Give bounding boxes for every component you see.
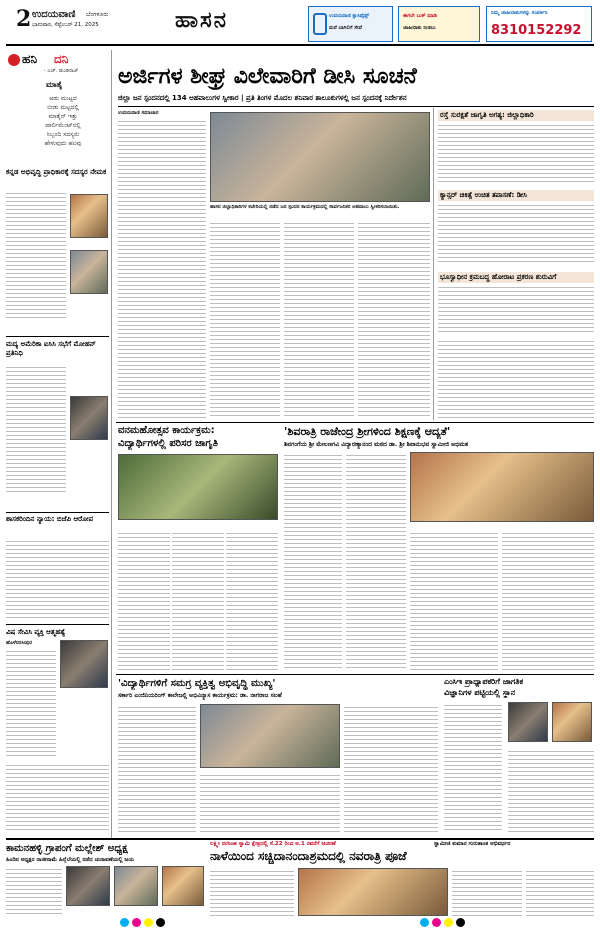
main-body-col2 xyxy=(210,220,280,418)
registration-mark xyxy=(456,918,465,927)
mid-story2-body-c xyxy=(410,530,498,670)
main-divider xyxy=(433,108,434,420)
right-story3-body xyxy=(438,284,594,334)
registration-mark xyxy=(420,918,429,927)
masthead-rule xyxy=(6,44,594,46)
mid-story3-head: 'ವಿದ್ಯಾರ್ಥಿಗಳಿಗೆ ಸಮಗ್ರ ವ್ಯಕ್ತಿತ್ವ ಅಭಿವೃದ್ಧಿ ಮುಖ್ಯ' xyxy=(118,678,276,689)
ad3-phone[interactable]: 8310152292 xyxy=(491,23,582,38)
left-portrait-2 xyxy=(70,250,108,294)
ad3-line1: ನಿಮ್ಮ ಜಾಹೀರಾತುಗಳನ್ನು ಸಂಪರ್ಕಿಸಿ xyxy=(491,10,548,16)
left-portrait-3 xyxy=(70,396,108,440)
left-story1-body xyxy=(6,190,66,320)
left-dateline: ಹೊಳೆನರಸೀಪುರ xyxy=(6,640,33,646)
section-title: ಹಾಸನ xyxy=(175,8,228,33)
left-story1-title: ಕನ್ನಡ ಅಭಿವೃದ್ಧಿ ಪ್ರಾಧಿಕಾರಕ್ಕೆ ಸದಸ್ಯರ ನೇಮಕ xyxy=(6,168,107,176)
bottom-story1-portrait-3 xyxy=(162,866,204,906)
honey-logo-icon xyxy=(8,54,20,66)
honey-column xyxy=(6,50,109,162)
right-story2-title: ಕ್ಯಾನ್ಸರ್ ಚಿಕಿತ್ಸೆ ಉಚಿತ ತಪಾಸಣೆ: ಡೀಸಿ xyxy=(438,190,594,201)
honey-title: ಮಾತೈ xyxy=(46,80,63,89)
bottom-story2-kicker: ಲಕ್ಷ್ಮೀ ನರಸಿಂಹ ಸ್ವಾಮಿ ಕ್ಷೇತ್ರದಲ್ಲಿ ಸೆ.22 ರಿಂದ ಅ.1 ರವರೆಗೆ ಆಚರಣೆ xyxy=(210,841,336,847)
registration-mark xyxy=(144,918,153,927)
main-caption: ಹಾಸನ ಜಿಲ್ಲಾಧಿಕಾರಿಗಳ ಕಚೇರಿಯಲ್ಲಿ ನಡೆದ ಜನ ಸ್ಪಂದನ ಕಾರ್ಯಕ್ರಮದಲ್ಲಿ ಸಾರ್ವಜನಿಕರ ಅಹವಾಲು ಸ್ವೀಕರಿಸಲಾಯಿತು. xyxy=(210,204,400,210)
mid-rule-1 xyxy=(116,422,594,423)
poem-line: ಬೀಡು ಮಟ್ಟದಲ್ಲಿ xyxy=(47,104,79,111)
registration-mark xyxy=(132,918,141,927)
honey-brand-2: ದನಿ xyxy=(54,52,69,66)
left-story3-body xyxy=(6,538,109,618)
mid-story1-body-c xyxy=(226,530,278,670)
main-dateline: ಉದಯವಾಣಿ ಸಮಾಚಾರ xyxy=(118,110,159,116)
right-story2-body xyxy=(438,202,594,262)
poem-line: ಆಡು ಮುಟ್ಟದ xyxy=(49,95,77,102)
left-rule-1 xyxy=(6,336,109,337)
top-ad-3[interactable] xyxy=(486,6,592,42)
mid-story4-portrait-2 xyxy=(552,702,592,742)
left-story3-title: ಶಾಸಕರಿಂದಿನ ನ್ಯಾಯ: ಬಿಜೆಪಿ ಆರೋಪ xyxy=(6,515,94,523)
registration-mark xyxy=(120,918,129,927)
bottom-story2-kicker2: ಸ್ವಾಮೀಜಿ ಕುಮಾರ ಗುರುಶಾಂತ ಅಭಿವರ್ಧನ xyxy=(434,841,511,847)
mid-story3-photo xyxy=(200,704,340,768)
mid-story3-body-a xyxy=(118,704,196,832)
main-body-col4 xyxy=(358,220,430,418)
bottom-story2-head: ನಾಳೆಯಿಂದ ಸಚ್ಚಿದಾನಂದಾಶ್ರಮದಲ್ಲಿ ನವರಾತ್ರಿ ಪೂಜೆ xyxy=(210,849,407,863)
registration-mark xyxy=(444,918,453,927)
right-story1-title: ರಸ್ತೆ ಸುರಕ್ಷತೆ ಜಾಗೃತಿ ಅಗತ್ಯ: ಜಿಲ್ಲಾಧಿಕಾರಿ xyxy=(438,110,594,121)
bottom-story1-head: ಕಾಮನಹಳ್ಳಿ ಗ್ರಾಪಂಗೆ ಮಲ್ಲೇಶ್ ಅಧ್ಯಕ್ಷ xyxy=(6,843,128,854)
main-rule xyxy=(118,106,594,107)
registration-mark xyxy=(432,918,441,927)
column-divider xyxy=(111,50,112,840)
bottom-story2-body-b xyxy=(452,868,522,916)
honey-poem xyxy=(20,94,106,148)
poem-line: ಮಾತೈನ್ ಇತ್ತು xyxy=(48,113,78,120)
edition: ಬೆಂಗಳೂರು xyxy=(86,11,109,18)
ad2-line1: ಈಗಲೇ ಬುಕ್ ಮಾಡಿ xyxy=(403,13,437,19)
mid-story1-body-a xyxy=(118,530,170,670)
mid-story1-head1: ವನಮಹೋತ್ಸವ ಕಾರ್ಯಕ್ರಮ: xyxy=(118,425,215,436)
left-story2-body xyxy=(6,364,66,494)
honey-brand: ಹನಿ xyxy=(22,52,37,66)
mid-story1-head2: ವಿದ್ಯಾರ್ಥಿಗಳಲ್ಲಿ ಪರಿಸರ ಜಾಗೃತಿ xyxy=(118,438,218,449)
mid-story3-sub: ಸರ್ಕಾರಿ ಎಂಜಿನಿಯರಿಂಗ್ ಕಾಲೇಜಲ್ಲಿ ಅಭಿವಿನ್ಯಾಸ ಕಾರ್ಯಕ್ರಮ: ಡಾ. ನಾಗರಾಜ ಸಲಹೆ xyxy=(118,692,282,699)
mid-story2-body-d xyxy=(502,530,594,670)
poem-line: ಸಿಬ್ಬಂದಿ ಸದಸ್ಯರು xyxy=(46,131,80,138)
right-story3-title: ಭೂಸ್ವಾಧೀನ ಕ್ರಮಬದ್ಧ ಹೋರಾಟ ಪ್ರಕರಣ ಶುರುವಿಗೆ xyxy=(438,272,594,283)
mid-story1-body-b xyxy=(172,530,224,670)
left-story4-body xyxy=(6,648,56,758)
paper-name: ಉದಯವಾಣಿ xyxy=(32,9,76,20)
main-subhead: ಜಿಲ್ಲಾ ಜನ ಸ್ಪಂದನದಲ್ಲಿ 134 ಅಹವಾಲುಗಳ ಸ್ವೀಕಾರ | ಪ್ರತಿ ತಿಂಗಳ ಮೊದಲ ಶನಿವಾರ ತಾಲೂಕುಗಳಲ್ಲಿ ಜನ ಸ್ಪಂದನಕ್ಕೆ ನಿರ್ದೇಶನ xyxy=(118,94,407,102)
mid-story2-body-a xyxy=(284,452,342,670)
left-portrait-1 xyxy=(70,194,108,238)
left-rule-2 xyxy=(6,512,109,513)
mid-story4-body-a xyxy=(444,702,502,832)
poem-line: ಪಾರ್ಲಿಮೆಂಟ್‌ನಲ್ಲಿ xyxy=(45,122,81,129)
poem-line: ಹೇಳುವುದು ಹಲವು xyxy=(44,140,82,147)
bottom-story2-body-c xyxy=(526,868,594,916)
mid-story2-photo xyxy=(410,452,594,522)
left-rule-3 xyxy=(6,624,109,625)
main-photo xyxy=(210,112,430,202)
mid-rule-2 xyxy=(116,674,594,675)
top-ad-1[interactable] xyxy=(308,6,393,42)
bottom-story1-body xyxy=(6,866,62,916)
mid-story4-head1: ಎಂಸಿಇ ಪ್ರಾಧ್ಯಾಪಕರಿಗೆ ಜಾಗತಿಕ xyxy=(444,677,524,686)
bottom-story1-portrait-2 xyxy=(114,866,158,906)
mid-story2-head: 'ಶಿವರಾತ್ರಿ ರಾಜೇಂದ್ರ ಶ್ರೀಗಳಿಂದ ಶಿಕ್ಷಣಕ್ಕೆ ಆದ್ಯತೆ' xyxy=(284,425,451,438)
ad1-line2: ಮನೆ ಬಾಗಿಲಿಗೆ ಸೇವೆ xyxy=(329,25,362,31)
page-number: 2 xyxy=(16,6,32,32)
mid-story2-body-b xyxy=(346,452,406,670)
left-story2-title: ಮದ್ಯ ಅಮೆರಿಕಾ ಐಸಿಸಿ ಸಭೆಗೆ ಮೋಹನ್ ಪ್ರತಿನಿಧಿ xyxy=(6,340,96,357)
mid-story3-body-c xyxy=(344,704,438,832)
mid-story4-body-b xyxy=(508,748,594,832)
mid-story4-portrait-1 xyxy=(508,702,548,742)
mid-story2-sub: ಶಿವಗಂಗೆಯ ಶ್ರೀ ಮೇಲಣಗವಿ ವಿದ್ಯಾರಣ್ಯಾನಂದ ಮಠದ ಡಾ. ಶ್ರೀ ಶಿವಾನುಭವ ಸ್ವಾಮೀಜಿ ಅಭಿಮತ xyxy=(284,441,469,448)
mid-story4-head2: ವಿಜ್ಞಾನಿಗಳ ಪಟ್ಟಿಯಲ್ಲಿ ಸ್ಥಾನ xyxy=(444,688,516,697)
phone-icon xyxy=(313,13,327,35)
main-headline: ಅರ್ಜಿಗಳ ಶೀಘ್ರ ವಿಲೇವಾರಿಗೆ ಡೀಸಿ ಸೂಚನೆ xyxy=(118,64,417,89)
main-body-col3 xyxy=(284,220,354,418)
ad1-line1: ಉದಯವಾಣಿ ಕ್ಲಾಸಿಫೈಡ್ಸ್ xyxy=(329,13,369,19)
left-story4-title: ವಿಷ ಸೇವಿಸಿ ವ್ಯಕ್ತಿ ಆತ್ಮಹತ್ಯೆ xyxy=(6,628,66,636)
honey-byline: - ಎಚ್. ಡುಂಡಿರಾಜ್ xyxy=(44,68,79,74)
bottom-story2-body-a xyxy=(210,868,294,916)
right-story3-body-b xyxy=(438,338,594,418)
ad2-line2: ಜಾಹೀರಾತು ನೀಡಲು xyxy=(403,25,436,31)
main-body-col1 xyxy=(118,118,206,418)
top-ad-2[interactable] xyxy=(398,6,480,42)
bottom-story2-photo xyxy=(298,868,448,916)
bottom-story1-portrait-1 xyxy=(66,866,110,906)
left-story4-body-b xyxy=(6,762,109,830)
mid-story3-body-b xyxy=(200,772,340,832)
date-line: ಭಾನುವಾರ, ಸೆಪ್ಟೆಂಬರ್ 21, 2025 xyxy=(32,22,99,28)
bottom-rule xyxy=(6,838,594,840)
left-portrait-4 xyxy=(60,640,108,688)
bottom-story1-sub: ಹಿಂದಿನ ಅಧ್ಯಕ್ಷರ ರಾಜೀನಾಮೆ ಹಿನ್ನೆಲೆಯಲ್ಲಿ ನಡೆದ ಚುನಾವಣೆಯಲ್ಲಿ ಜಯ xyxy=(6,857,135,863)
mid-story1-photo xyxy=(118,454,278,520)
registration-mark xyxy=(156,918,165,927)
right-story1-body xyxy=(438,122,594,182)
